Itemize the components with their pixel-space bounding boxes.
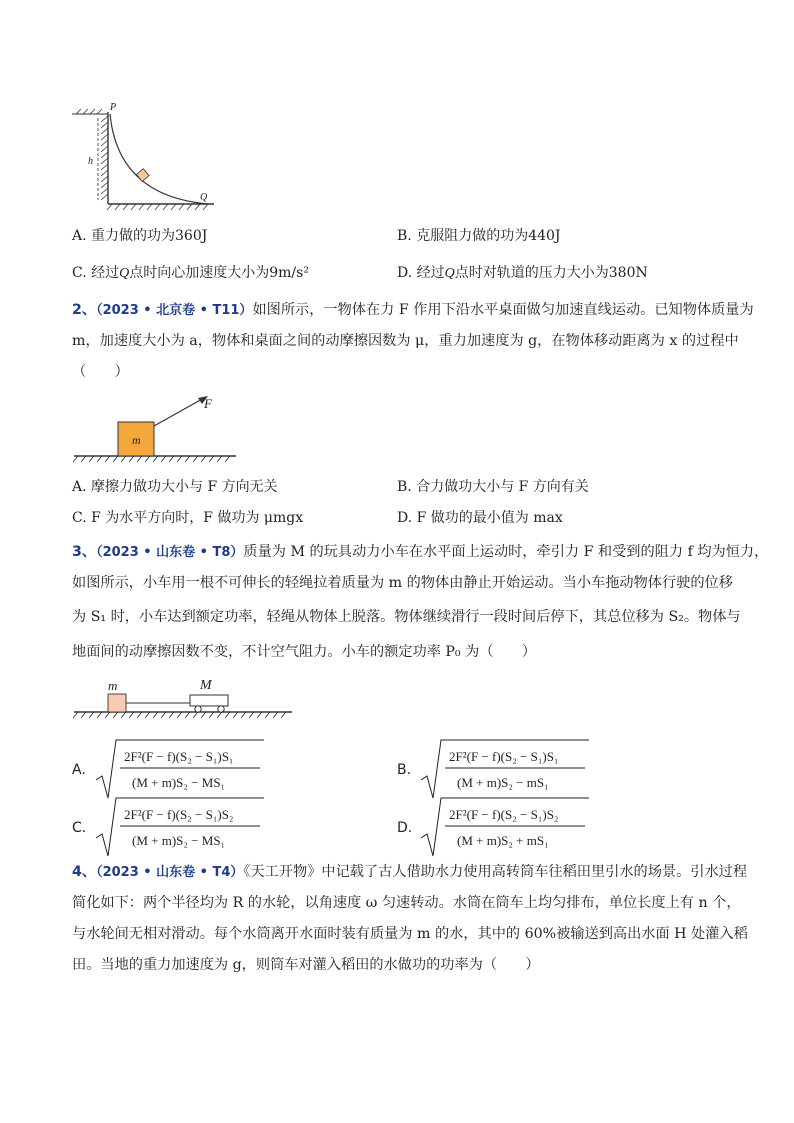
q1-option-a: A. 重力做的功为360J	[72, 228, 208, 244]
q4-text-1: 《天工开物》中记载了古人借助水力使用高转筒车往稻田里引水的场景。引水过程	[243, 864, 748, 880]
q2-option-d: D. F 做功的最小值为 max	[397, 510, 563, 526]
q3-option-a-num: 2F²(F − f)(S₂ − S₁)S₁	[124, 749, 234, 764]
q3-stem-line3: 为 S₁ 时，小车达到额定功率，轻绳从物体上脱落。物体继续滑行一段时间后停下，其总位移为 S₂。物体与	[72, 609, 741, 625]
q3-source: （2023 • 山东卷 • T8）	[96, 545, 244, 560]
q3-option-a-den: (M + m)S₂ − MS₁	[132, 775, 226, 790]
q2-option-a: A. 摩擦力做功大小与 F 方向无关	[72, 479, 278, 495]
q4-source: （2023 • 山东卷 • T4）	[96, 865, 244, 880]
q4-stem-line1	[72, 862, 748, 883]
q1-option-c-suffix: 点时向心加速度大小为9m/s²	[129, 265, 309, 281]
q3-option-b-num: 2F²(F − f)(S₂ − S₁)S₁	[449, 749, 559, 764]
q3-option-b	[397, 749, 697, 790]
q1-option-d-suffix: 点时对轨道的压力大小为380N	[454, 265, 648, 281]
q2-label-f: F	[204, 396, 212, 411]
q4-stem-line4: 田。当地的重力加速度为 g，则筒车对灌入稻田的水做功的功率为（ ）	[72, 957, 540, 973]
q4-stem-line3: 与水轮间无相对滑动。每个水筒离开水面时装有质量为 m 的水，其中的 60%被输送到高出水面 H 处灌入稻	[72, 926, 748, 942]
q3-option-d-den: (M + m)S₂ + mS₁	[457, 833, 549, 848]
q4-number: 4、	[72, 864, 97, 880]
q3-option-a-label: A.	[72, 762, 86, 778]
q1-label-p: P	[110, 102, 117, 113]
q2-label-m: m	[132, 433, 141, 447]
q1-option-c-var: Q	[119, 266, 130, 281]
q3-stem-line2: 如图所示，小车用一根不可伸长的轻绳拉着质量为 m 的物体由静止开始运动。当小车拖动物体行驶的位移	[72, 575, 733, 591]
q2-figure	[70, 392, 240, 466]
q2-stem-line3: （ ）	[72, 364, 129, 380]
q3-stem-line4: 地面间的动摩擦因数不变，不计空气阻力。小车的额定功率 P₀ 为（ ）	[72, 644, 537, 660]
q2-option-b: B. 合力做功大小与 F 方向有关	[397, 479, 589, 495]
q1-option-d-var: Q	[444, 266, 455, 281]
q2-option-c: C. F 为水平方向时，F 做功为 μmgx	[72, 510, 304, 526]
q1-option-d-prefix: D. 经过	[397, 265, 445, 281]
q3-label-m: m	[108, 678, 118, 693]
q3-number: 3、	[72, 544, 97, 560]
q3-option-b-radical	[421, 738, 591, 802]
q2-number: 2、	[72, 302, 97, 318]
q2-stem-line2: m，加速度大小为 a，物体和桌面之间的动摩擦因数为 μ，重力加速度为 g，在物体移动距离为 x 的过程中	[72, 333, 739, 349]
q1-option-d	[397, 263, 648, 284]
q3-option-a	[72, 749, 372, 790]
q1-option-c	[72, 263, 309, 284]
q3-option-d-label: D.	[397, 820, 413, 836]
q2-text-1: 如图所示，一物体在力 F 作用下沿水平桌面做匀加速直线运动。已知物体质量为	[252, 302, 754, 318]
q3-option-c-radical	[96, 796, 266, 860]
q2-stem-line1	[72, 300, 754, 321]
q3-label-M: M	[200, 678, 212, 693]
q3-option-c-num: 2F²(F − f)(S₂ − S₁)S₂	[124, 807, 234, 822]
q3-stem-line1	[72, 542, 769, 563]
q3-option-d-radical	[421, 796, 591, 860]
q1-label-q: Q	[200, 192, 208, 203]
q3-option-b-den: (M + m)S₂ − mS₁	[457, 775, 549, 790]
q3-option-c	[72, 807, 372, 848]
q3-option-a-radical	[96, 738, 266, 802]
q3-text-1: 质量为 M 的玩具动力小车在水平面上运动时，牵引力 F 和受到的阻力 f 均为恒力，	[243, 544, 769, 560]
q1-label-h: h	[88, 156, 93, 167]
q2-source: （2023 • 北京卷 • T11）	[96, 303, 253, 318]
q1-figure	[68, 100, 218, 212]
q3-figure	[70, 672, 296, 722]
q3-option-c-label: C.	[72, 820, 87, 836]
q3-option-d	[397, 807, 697, 848]
q1-option-c-prefix: C. 经过	[72, 265, 120, 281]
q3-option-c-den: (M + m)S₂ − MS₁	[132, 833, 226, 848]
q1-option-b: B. 克服阻力做的功为440J	[397, 228, 561, 244]
q4-stem-line2: 简化如下：两个半径均为 R 的水轮，以角速度 ω 匀速转动。水筒在筒车上均匀排布，单位长度上有 n 个，	[72, 895, 741, 911]
q3-option-d-num: 2F²(F − f)(S₂ − S₁)S₂	[449, 807, 559, 822]
q3-option-b-label: B.	[397, 762, 412, 778]
